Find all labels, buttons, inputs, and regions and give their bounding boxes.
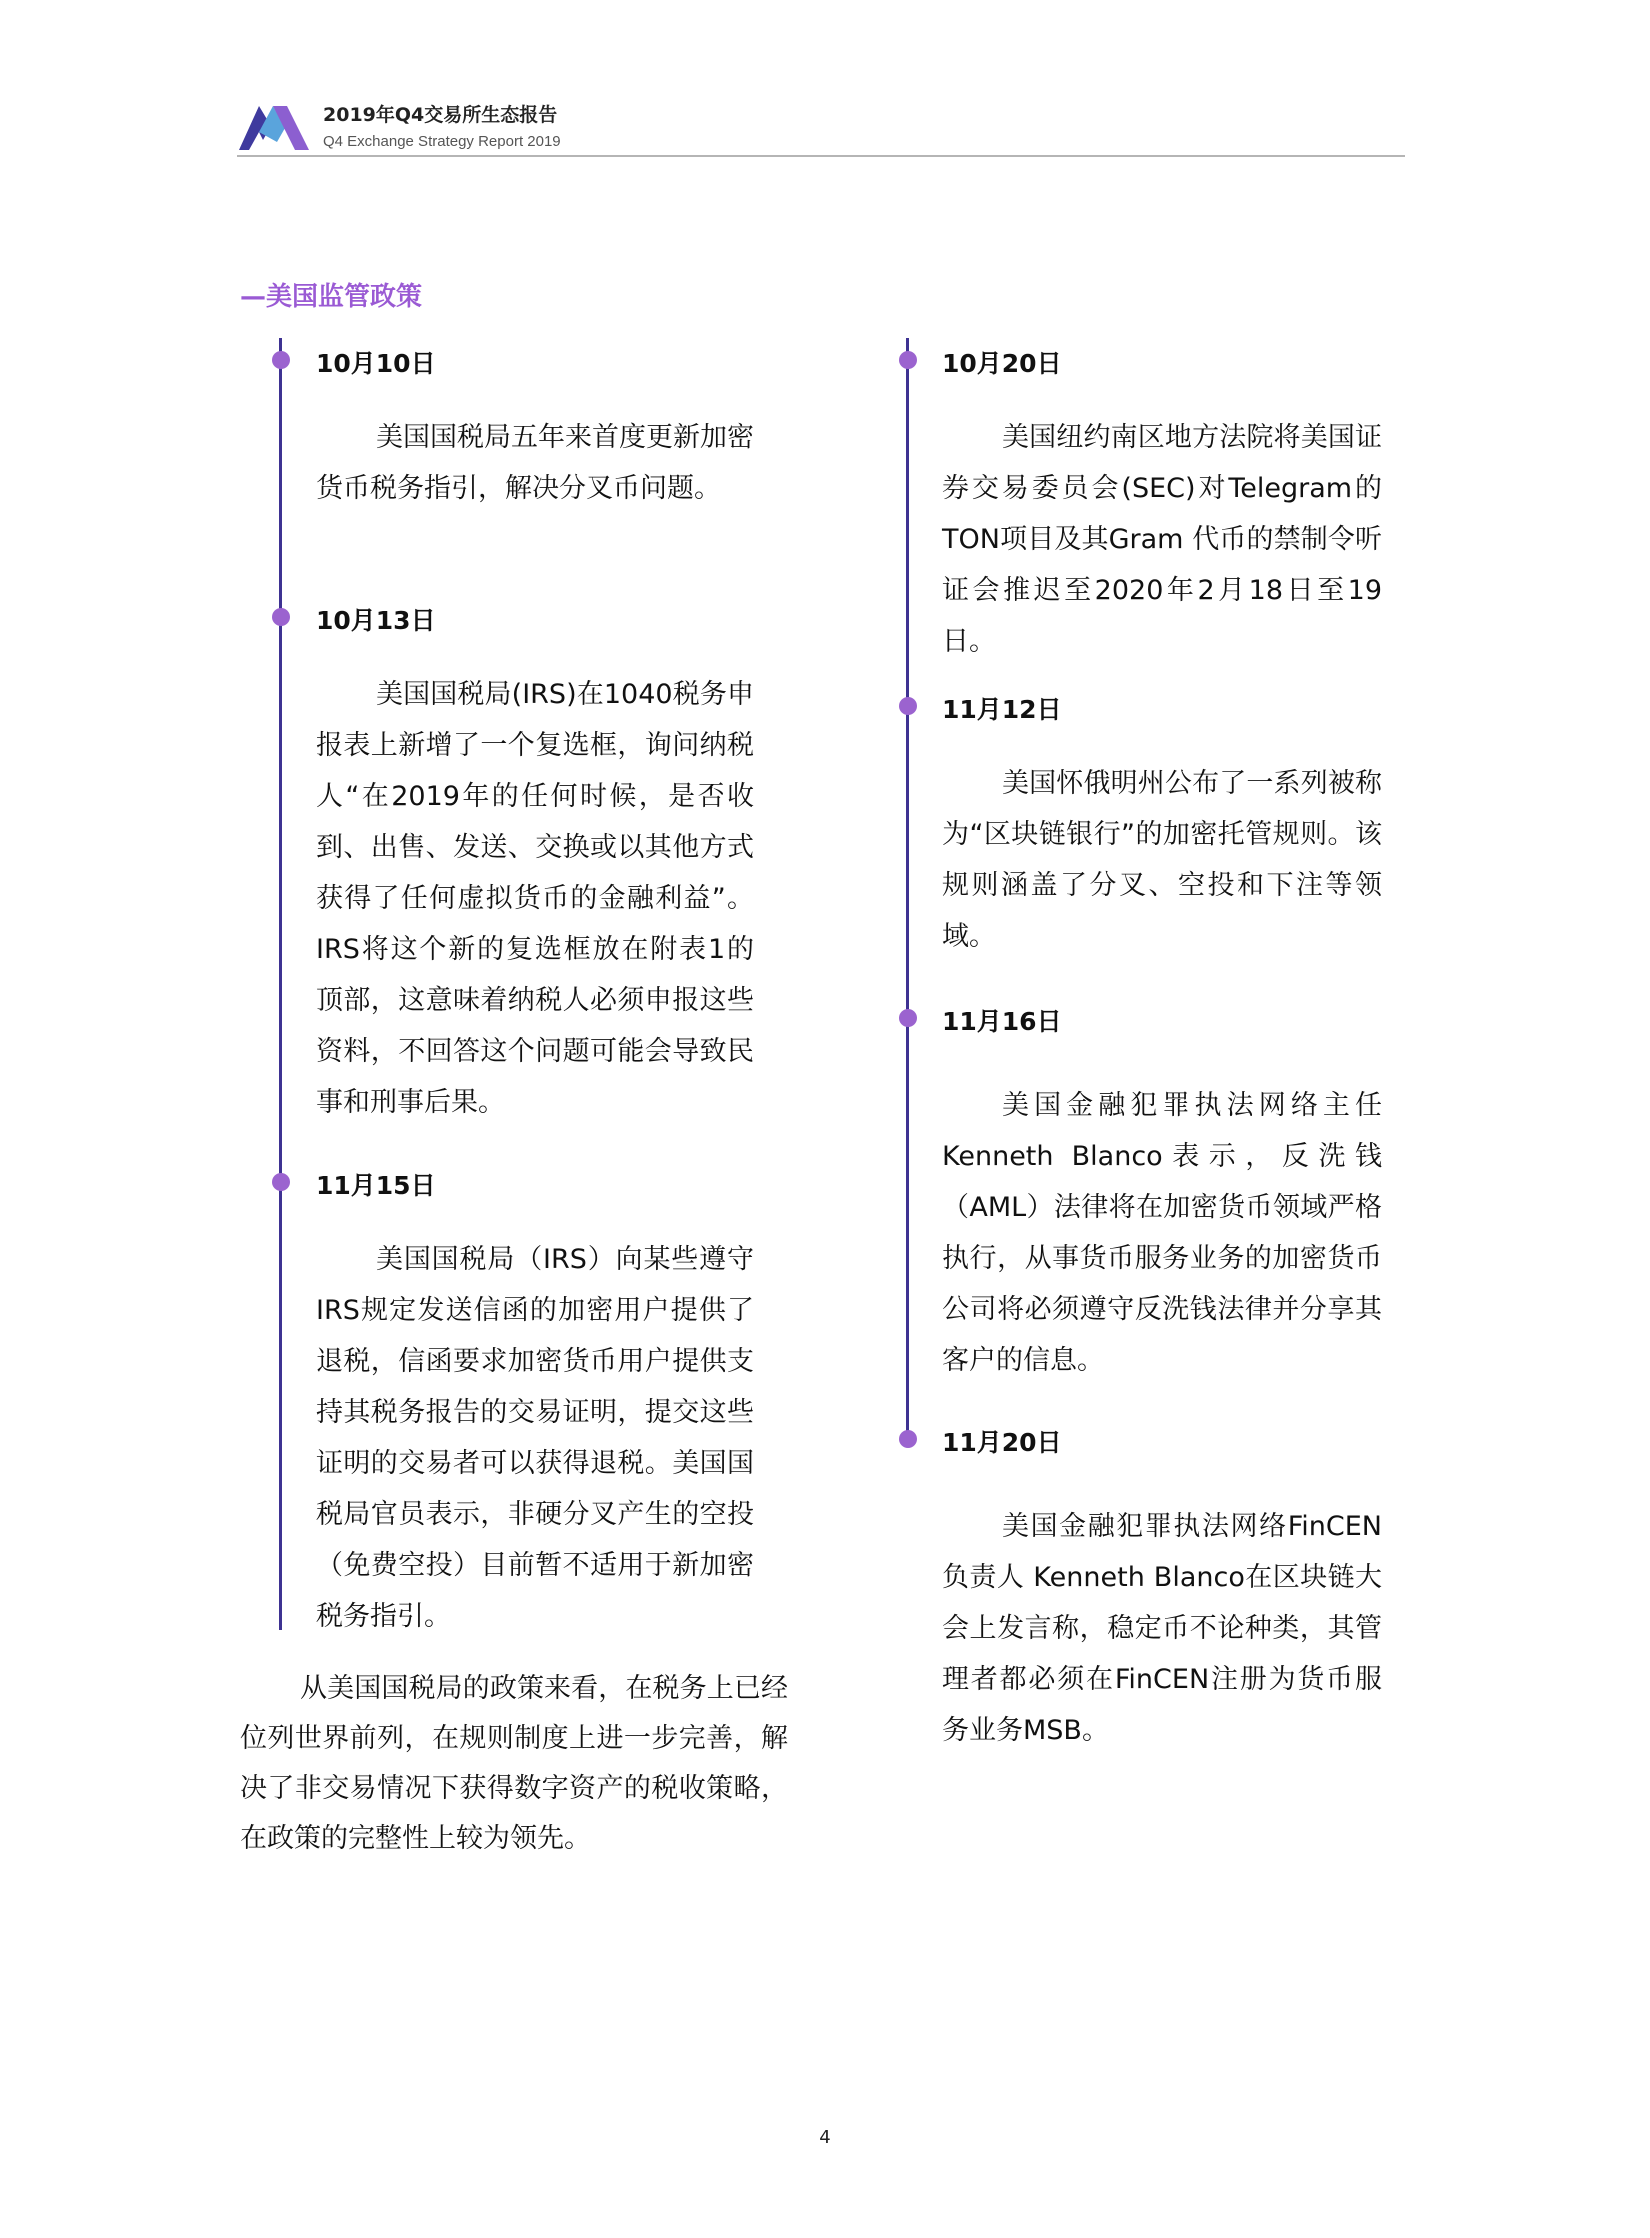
- section-title: —美国监管政策: [240, 282, 423, 312]
- report-title: 2019年Q4交易所生态报告: [323, 104, 558, 126]
- timeline-dot: [272, 351, 290, 369]
- entry-text: 美国金融犯罪执法网络主任Kenneth Blanco表示，反洗钱（AML）法律将在加密货币领域严格执行，从事货币服务业务的加密货币公司将必须遵守反洗钱法律并分享其客户的信息。: [942, 1090, 1382, 1376]
- entry-text: 美国国税局(IRS)在1040税务申报表上新增了一个复选框，询问纳税人“在2019年的任何时候，是否收到、出售、发送、交换或以其他方式获得了任何虚拟货币的金融利益”。IRS将这个新的复选框放在附表1的顶部，这意味着纳税人必须申报这些资料，不回答这个问题可能会导致民事和刑事后果。: [316, 679, 754, 1118]
- right-timeline-line: [906, 338, 909, 1438]
- summary-paragraph: 从美国国税局的政策来看，在税务上已经位列世界前列，在规则制度上进一步完善，解决了非交易情况下获得数字资产的税收策略，在政策的完整性上较为领先。: [240, 1673, 788, 1854]
- blockdata-logo: [237, 98, 311, 152]
- entry-date: 10月20日: [942, 349, 1062, 378]
- entry-text: 美国怀俄明州公布了一系列被称为“区块链银行”的加密托管规则。该规则涵盖了分叉、空投和下注等领域。: [942, 768, 1382, 952]
- timeline-dot: [899, 351, 917, 369]
- entry-date: 10月10日: [316, 349, 436, 378]
- timeline-dot: [899, 697, 917, 715]
- entry-date: 10月13日: [316, 606, 436, 635]
- header-divider: [237, 155, 1405, 157]
- entry-date: 11月12日: [942, 695, 1062, 724]
- timeline-dot: [272, 1173, 290, 1191]
- entry-text: 美国国税局五年来首度更新加密货币税务指引，解决分叉币问题。: [316, 422, 754, 504]
- report-subtitle: Q4 Exchange Strategy Report 2019: [323, 133, 561, 150]
- entry-date: 11月15日: [316, 1171, 436, 1200]
- left-timeline-line: [279, 338, 282, 1630]
- page-number: 4: [819, 2127, 831, 2148]
- timeline-dot: [899, 1430, 917, 1448]
- entry-date: 11月20日: [942, 1428, 1062, 1457]
- entry-text: 美国金融犯罪执法网络FinCEN负责人 Kenneth Blanco在区块链大会上发言称，稳定币不论种类，其管理者都必须在FinCEN注册为货币服务业务MSB。: [942, 1511, 1382, 1746]
- timeline-dot: [899, 1009, 917, 1027]
- entry-text: 美国纽约南区地方法院将美国证券交易委员会(SEC)对Telegram的TON项目及其Gram 代币的禁制令听证会推迟至2020年2月18日至19日。: [942, 422, 1382, 657]
- entry-date: 11月16日: [942, 1007, 1062, 1036]
- timeline-dot: [272, 608, 290, 626]
- entry-text: 美国国税局（IRS）向某些遵守IRS规定发送信函的加密用户提供了退税，信函要求加密货币用户提供支持其税务报告的交易证明，提交这些证明的交易者可以获得退税。美国国税局官员表示，非硬分叉产生的空投（免费空投）目前暂不适用于新加密税务指引。: [316, 1244, 754, 1632]
